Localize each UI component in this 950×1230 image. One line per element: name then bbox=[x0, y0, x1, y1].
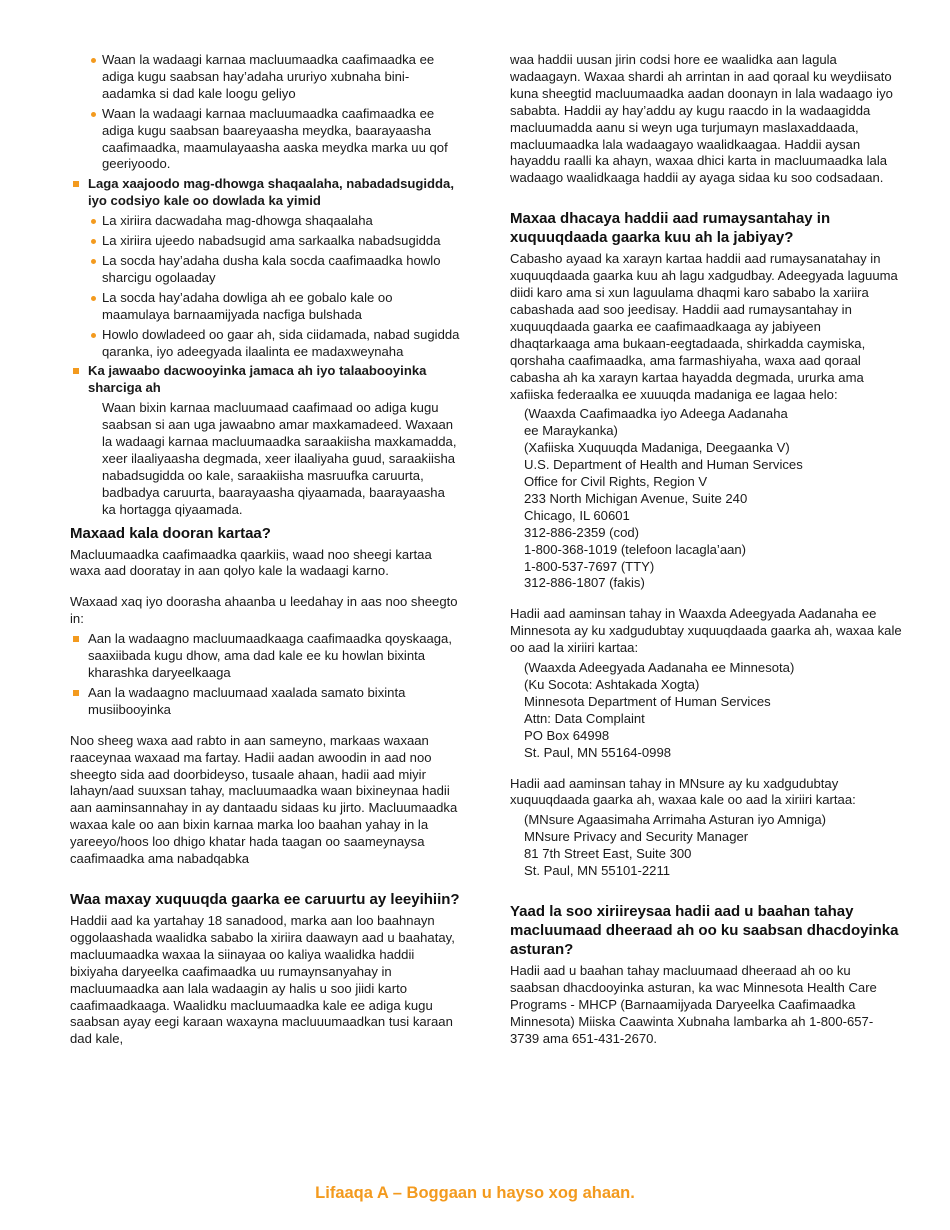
paragraph: Macluumaadka caafimaadka qaarkiis, waad noo sheegi kartaa waxa aad dooratay in aan qolyo kale la wadaagi karno. bbox=[70, 546, 432, 579]
address-line: (MNsure Agaasimaha Arrimaha Asturan iyo Amniga) bbox=[524, 812, 827, 828]
paragraph: Haddii aad ka yartahay 18 sanadood, marka aan loo baahnayn oggolaashada waalidka sababo la xiriira daawayn aad u baahatay, macluumaadka waxaa la siinayaa oo kaliya waalidka haddii bixiyaha daryeelka caafimaadka uu rumaynsanyahay in macluumaadka aan lala wadaagin ay halis u soo jiidi karto caafimaadkaaga. Waalidku macluumaadka kale ee adiga kugu saabsan ayay eegi karaan waxayna macluuumaadkan tusi karaan dad kale, bbox=[70, 912, 455, 1047]
list-item: Aan la wadaagno macluumaadkaaga caafimaadka qoyskaaga, saaxiibada kugu dhow, ama dad kale ee ku howlan bixinta kharashka daryeelkaaga bbox=[70, 631, 462, 682]
list-item: La socda hay’adaha dowliga ah ee gobalo kale oo maamulaya barnaamijyada nacfiga bulshada bbox=[70, 290, 462, 324]
address-block-dhs bbox=[510, 660, 902, 761]
section-heading-rights: Maxaa dhacaya haddii aad rumaysantahay in xuquuqdaada gaarka kuu ah la jabiyay? bbox=[510, 210, 831, 247]
section-heading-choices: Maxaad kala dooran kartaa? bbox=[70, 524, 271, 542]
paragraph: Cabasho ayaad ka xarayn kartaa haddii aad rumaysanatahay in xuquuqdaada gaarka kuu ah lagu xadgudbay. Adeegyada laguuma diidi karo ama si xun laguulama dhaqmi karo sababo la xariira cabashada aad soo jeedisay. Haddii aad rumaysantahay in xuquuqdaada gaarka ee caafimaadkaaga ay jabiyeen dhaqtarkaaga ama bukaan-eegtadaada, shirkadda caymiska, qorshaha caafimaadka, ama farmashiyaha, waxa aad qoraal cabasha ah ka xarayn kartaa hayadda degmada, ururka ama xafiiska federaalka ee xuuuqda madaniga ee lagaa helo: bbox=[510, 251, 898, 402]
address-line: Chicago, IL 60601 bbox=[524, 507, 630, 523]
paragraph: Noo sheeg waxa aad rabto in aan sameyno, markaas waxaan raaceynaa waxaad ma fartay. Hadii aadan awoodin in aad noo sheegto sida aad doorbideyso, tusaale ahaan, hadii aad miyir lahayn/aad suuxsan tahay, macluumaadka waan bixineynaa hadii aan aaminsannahay in ay dantaadu sidaas ku jirto. Macluumaadka waxaa kale oo aan bixin karnaa marka loo baahan yahay in la yareeyo/hoos loo dhigo khatar hada taagan oo saameynaysa caafimaadka ama nabadqabka bbox=[70, 732, 458, 867]
address-line: ee Maraykanka) bbox=[524, 423, 618, 439]
right-column bbox=[510, 52, 902, 1048]
list-item: La xiriira ujeedo nabadsugid ama sarkaalka nabadsugidda bbox=[70, 233, 462, 250]
list-item: Howlo dowladeed oo gaar ah, sida ciidamada, nabad sugidda qaranka, iyo adeegyada ilaalinta ee madaxweynaha bbox=[70, 327, 462, 361]
list-item: Aan la wadaagno macluumaad xaalada samato bixinta musiibooyinka bbox=[70, 685, 462, 719]
intro-sub-list bbox=[70, 52, 462, 173]
paragraph: Waxaad xaq iyo doorasha ahaanba u leedahay in aas noo sheegto in: bbox=[70, 594, 458, 627]
paragraph: Hadii aad aaminsan tahay in Waaxda Adeegyada Aadanaha ee Minnesota ay ku xadgudubtay xuquuqdaada gaarka ah, waxaa kale oo aad la xiriiri kartaa: bbox=[510, 606, 902, 656]
paragraph: Hadii aad aaminsan tahay in MNsure ay ku xadgudubtay xuquuqdaada gaarka ah, waxaa kale oo aad la xiriiri kartaa: bbox=[510, 775, 856, 808]
list-item: La xiriira dacwadaha mag-dhowga shaqaalaha bbox=[70, 213, 462, 230]
section-heading-parents: Waa maxay xuquuqda gaarka ee caruurtu ay leeyihiin? bbox=[70, 890, 460, 908]
address-line: Attn: Data Complaint bbox=[524, 710, 645, 726]
address-block-hhs bbox=[510, 406, 902, 592]
lawsuits-paragraph: Waan bixin karnaa macluumaad caafimaad oo adiga kugu saabsan si aan uga jawaabno amar maxkamadeed. Waxaan la wadaagi karnaa macluumaadka saraakiisha maxkamadda, xeer ilaaliyaasha degmada, xeer ilaaliyaha guud, saraakiisha nabadsugidda oo kale, saraakiisha masruufka caruurta, badbadya caruurta, baarayaasha qiyaamada, baarayaasha ka hortagga qiyaamada. bbox=[102, 400, 457, 517]
address-line: (Xafiiska Xuquuqda Madaniga, Deegaanka V) bbox=[524, 440, 790, 456]
paragraph: waa haddii uusan jirin codsi hore ee waalidka aan lagula wadaagayn. Waxaa shardi ah arrintan in aad qoraal ku weydiisato kuna sheegtid macluumaadka aadan doonayn in lala wadaago iyo sababta. Haddii ay hay’addu ay kugu raacdo in la wadaagidda macluumadda aanu si weyn uga turjumayn maslaxaddaada, macluumaadka lala wadaagayo waalidkaagaa. Haddii aysan hayaddu raalli ka ahayn, waxaa dhici karta in macluumaadka lala wadaago waalidkaaga haddii ay ayaga sidaa ku soo codsadaan. bbox=[510, 52, 893, 186]
list-item bbox=[70, 363, 462, 397]
address-line: St. Paul, MN 55164-0998 bbox=[524, 744, 672, 760]
address-line: MNsure Privacy and Security Manager bbox=[524, 829, 749, 845]
left-column bbox=[70, 52, 462, 1048]
section-heading-contact: Yaad la soo xiriireysaa hadii aad u baahan tahay macluumaad dheeraad ah oo ku saabsan dhacdoyinka asturan? bbox=[510, 902, 899, 958]
workers-comp-list bbox=[70, 176, 462, 210]
address-line: Office for Civil Rights, Region V bbox=[524, 474, 708, 490]
address-line: (Waaxda Adeegyada Aadanaha ee Minnesota) bbox=[524, 660, 795, 676]
page-footer: Lifaaqa A – Boggaan u hayso xog ahaan. bbox=[315, 1184, 635, 1202]
phone-line: 1-800-537-7697 (TTY) bbox=[524, 558, 655, 574]
lawsuits-list bbox=[70, 363, 462, 397]
list-item: Waan la wadaagi karnaa macluumaadka caafimaadka ee adiga kugu saabsan hay’adaha ururiyo xubnaha bini-aadamka si dad kale loogu geliyo bbox=[70, 52, 462, 103]
address-line: PO Box 64998 bbox=[524, 727, 610, 743]
paragraph: Hadii aad u baahan tahay macluumaad dheeraad ah oo ku saabsan dhacdooyinka asturan, ka wac Minnesota Health Care Programs - MHCP (Barnaamijyada Daryeelka Caafimaadka Minnesota) Miiska Caawinta Xubnaha lambarka ah 1-800-657-3739 ama 651-431-2670. bbox=[510, 962, 877, 1046]
address-line: (Waaxda Caafimaadka iyo Adeega Aadanaha bbox=[524, 406, 788, 422]
list-heading: Ka jawaabo dacwooyinka jamaca ah iyo talaabooyinka sharciga ah bbox=[88, 363, 427, 396]
address-line: Minnesota Department of Human Services bbox=[524, 693, 771, 709]
list-heading: Laga xaajoodo mag-dhowga shaqaalaha, nabadadsugidda, iyo codsiyo kale oo dowlada ka yimid bbox=[88, 176, 454, 209]
address-line: 81 7th Street East, Suite 300 bbox=[524, 846, 692, 862]
address-line: 233 North Michigan Avenue, Suite 240 bbox=[524, 490, 748, 506]
list-item: Waan la wadaagi karnaa macluumaadka caafimaadka ee adiga kugu saabsan baareyaasha meydka, baarayaasha caafimaadka, maamulayaasha aaska meydka marka uu qof geeriyoodo. bbox=[70, 106, 462, 174]
workers-comp-sub-list bbox=[70, 213, 462, 360]
list-item bbox=[70, 176, 462, 210]
address-line: (Ku Socota: Ashtakada Xogta) bbox=[524, 677, 700, 692]
phone-line: 312-886-2359 (cod) bbox=[524, 524, 640, 540]
phone-line: 312-886-1807 (fakis) bbox=[524, 575, 645, 591]
phone-line: 1-800-368-1019 (telefoon lacagla’aan) bbox=[524, 541, 747, 557]
address-line: U.S. Department of Health and Human Services bbox=[524, 457, 803, 473]
address-block-mnsure bbox=[510, 812, 902, 880]
list-item: La socda hay’adaha dusha kala socda caafimaadka howlo sharcigu ogolaaday bbox=[70, 253, 462, 287]
choices-list bbox=[70, 631, 462, 719]
address-line: St. Paul, MN 55101-2211 bbox=[524, 863, 671, 879]
